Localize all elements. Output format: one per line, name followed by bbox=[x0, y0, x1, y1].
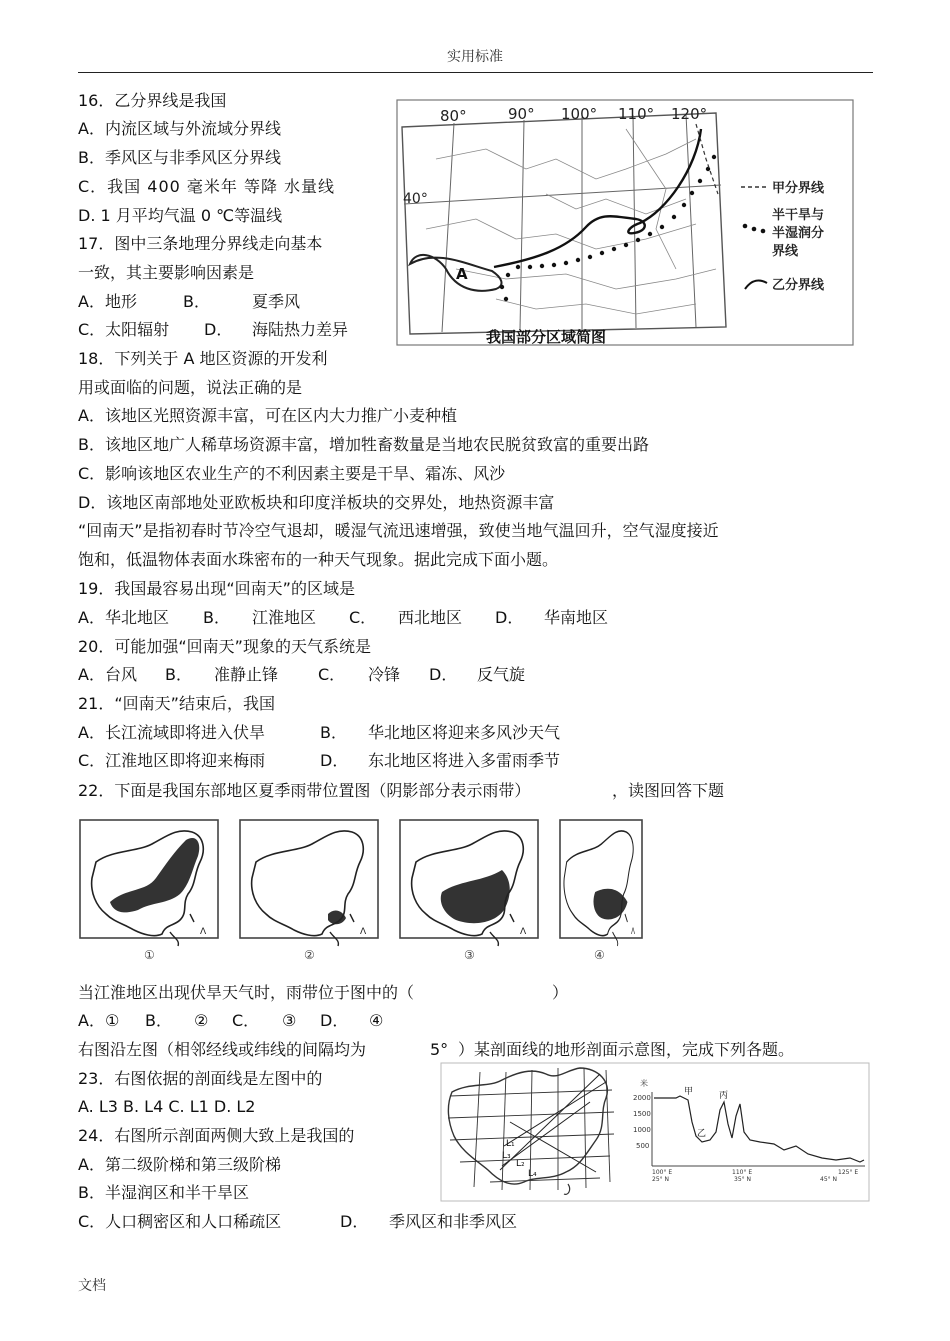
y-tick-1000: 1000 bbox=[633, 1126, 651, 1134]
q22-option-d: ④ bbox=[369, 1011, 384, 1030]
q23-options: A. L3 B. L4 C. L1 D. L2 bbox=[78, 1097, 256, 1116]
q19-option-a: A．华北地区 bbox=[78, 608, 169, 627]
passage-line-2: 饱和，低温物体表面水珠密布的一种天气现象。据此完成下面小题。 bbox=[78, 550, 559, 569]
lon-label-90: 90° bbox=[508, 105, 535, 123]
q22-option-c-letter: C． bbox=[232, 1011, 260, 1030]
q20-option-d-letter: D． bbox=[429, 665, 458, 684]
q17-option-b-letter: B． bbox=[183, 292, 210, 311]
q22-stem-tail: ，读图回答下题 bbox=[612, 781, 725, 800]
q22-question: 当江淮地区出现伏旱天气时，雨带位于图中的（ bbox=[78, 983, 415, 1002]
lon-label-100: 100° bbox=[561, 105, 598, 123]
q16-option-d: D. 1 月平均气温 0 ℃等温线 bbox=[78, 206, 283, 225]
q22-option-b-letter: B． bbox=[145, 1011, 172, 1030]
q24-option-a: A．第二级阶梯和第三级阶梯 bbox=[78, 1155, 281, 1174]
q22-option-b: ② bbox=[194, 1011, 209, 1030]
rain-map-4-frame bbox=[560, 820, 642, 938]
q21-option-d-letter: D． bbox=[320, 751, 349, 770]
rain-map-3-label: ③ bbox=[464, 948, 475, 962]
q18-option-a: A．该地区光照资源丰富，可在区内大力推广小麦种植 bbox=[78, 406, 457, 425]
x-tick-110e: 110° E bbox=[732, 1169, 753, 1176]
q16-stem: 16．乙分界线是我国 bbox=[78, 91, 227, 110]
q20-stem: 20．可能加强“回南天”现象的天气系统是 bbox=[78, 637, 371, 656]
region-division-map bbox=[396, 99, 854, 346]
peak-label-jia: 甲 bbox=[684, 1087, 694, 1097]
q18-option-d: D．该地区南部地处亚欧板块和印度洋板块的交界处，地热资源丰富 bbox=[78, 493, 555, 512]
legend-yi: 乙分界线 bbox=[772, 278, 825, 293]
q21-option-b-letter: B． bbox=[320, 723, 347, 742]
q19-option-c: 西北地区 bbox=[398, 608, 463, 627]
q21-option-c: C．江淮地区即将迎来梅雨 bbox=[78, 751, 266, 770]
x-tick-45n: 45° N bbox=[820, 1176, 838, 1183]
line-label-l4: L₄ bbox=[528, 1169, 537, 1179]
q22-option-d-letter: D． bbox=[320, 1011, 349, 1030]
q20-option-c: 冷锋 bbox=[368, 665, 401, 684]
q19-option-c-letter: C． bbox=[349, 608, 377, 627]
x-tick-25n: 25° N bbox=[652, 1176, 670, 1183]
q21-option-b: 华北地区将迎来多风沙天气 bbox=[368, 723, 561, 742]
y-tick-500: 500 bbox=[636, 1142, 650, 1150]
q24-stem: 24．右图所示剖面两侧大致上是我国的 bbox=[78, 1126, 355, 1145]
q19-stem: 19．我国最容易出现“回南天”的区域是 bbox=[78, 579, 355, 598]
q19-option-d: 华南地区 bbox=[544, 608, 609, 627]
legend-semiarid-2: 半湿润分 bbox=[772, 226, 825, 241]
q18-stem-2: 用或面临的问题，说法正确的是 bbox=[78, 378, 303, 397]
q17-stem-2: 一致，其主要影响因素是 bbox=[78, 263, 255, 282]
q16-option-c: C．我国 400 毫米年 等降 水量线 bbox=[78, 177, 336, 196]
q20-option-c-letter: C． bbox=[318, 665, 346, 684]
profile-intro-a: 右图沿左图（相邻经线或纬线的间隔均为 bbox=[78, 1040, 367, 1059]
y-tick-2000: 2000 bbox=[633, 1094, 651, 1102]
q17-option-d-letter: D． bbox=[204, 320, 233, 339]
profile-y-unit: 米 bbox=[640, 1079, 648, 1088]
q24-option-d: 季风区和非季风区 bbox=[389, 1212, 518, 1231]
q17-option-b: 夏季风 bbox=[252, 292, 301, 311]
q22-option-a: A．① bbox=[78, 1011, 120, 1030]
header-rule bbox=[78, 72, 873, 73]
profile-intro-c: ）某剖面线的地形剖面示意图，完成下列各题。 bbox=[458, 1040, 795, 1059]
q18-stem: 18．下列关于 A 地区资源的开发利 bbox=[78, 349, 328, 368]
rain-map-1-label: ① bbox=[144, 948, 155, 962]
rain-map-2-label: ② bbox=[304, 948, 315, 962]
q19-option-d-letter: D． bbox=[495, 608, 524, 627]
q16-option-b: B．季风区与非季风区分界线 bbox=[78, 148, 281, 167]
legend-semiarid-1: 半干旱与 bbox=[772, 208, 825, 223]
rain-belt-maps bbox=[78, 818, 644, 966]
y-tick-1500: 1500 bbox=[633, 1110, 651, 1118]
q18-option-c: C．影响该地区农业生产的不利因素主要是干旱、霜冻、风沙 bbox=[78, 464, 506, 483]
x-tick-125e: 125° E bbox=[838, 1169, 859, 1176]
q22-option-c: ③ bbox=[282, 1011, 297, 1030]
rain-map-1-frame bbox=[80, 820, 218, 938]
legend-semiarid-3: 界线 bbox=[772, 244, 799, 259]
passage-line-1: “回南天”是指初春时节冷空气退却，暖湿气流迅速增强，致使当地气温回升，空气湿度接近 bbox=[78, 521, 719, 540]
q21-option-d: 东北地区将进入多雷雨季节 bbox=[368, 751, 561, 770]
q17-stem: 17．图中三条地理分界线走向基本 bbox=[78, 234, 323, 253]
q21-option-a: A．长江流域即将进入伏旱 bbox=[78, 723, 265, 742]
profile-intro-b: 5° bbox=[430, 1040, 449, 1059]
rain-map-2-frame bbox=[240, 820, 378, 938]
lon-label-110: 110° bbox=[618, 105, 655, 123]
q18-option-b: B．该地区地广人稀草场资源丰富，增加牲畜数量是当地农民脱贫致富的重要出路 bbox=[78, 435, 649, 454]
rain-map-4-label: ④ bbox=[594, 948, 605, 962]
q17-option-c: C．太阳辐射 bbox=[78, 320, 170, 339]
q22-question-close: ） bbox=[552, 983, 569, 1002]
q24-option-b: B．半湿润区和半干旱区 bbox=[78, 1183, 249, 1202]
q22-stem: 22．下面是我国东部地区夏季雨带位置图（阴影部分表示雨带） bbox=[78, 781, 531, 800]
region-a-label: A bbox=[456, 265, 468, 283]
lon-label-120: 120° bbox=[671, 105, 708, 123]
q20-option-b: 准静止锋 bbox=[214, 665, 279, 684]
q23-stem: 23．右图依据的剖面线是左图中的 bbox=[78, 1069, 323, 1088]
q20-option-b-letter: B． bbox=[165, 665, 192, 684]
q19-option-b-letter: B． bbox=[203, 608, 230, 627]
peak-label-bing: 丙 bbox=[719, 1091, 729, 1101]
peak-label-yi: 乙 bbox=[697, 1129, 707, 1139]
line-label-l3: L₃ bbox=[502, 1151, 511, 1161]
q20-option-a: A．台风 bbox=[78, 665, 137, 684]
lat-label-40: 40° bbox=[403, 191, 428, 207]
x-tick-35n: 35° N bbox=[734, 1176, 752, 1183]
q24-option-c: C．人口稠密区和人口稀疏区 bbox=[78, 1212, 282, 1231]
map1-title: 我国部分区域简图 bbox=[486, 328, 607, 346]
legend-jia: 甲分界线 bbox=[772, 181, 825, 196]
q16-option-a: A．内流区域与外流域分界线 bbox=[78, 119, 281, 138]
page-footer: 文档 bbox=[78, 1278, 106, 1294]
q19-option-b: 江淮地区 bbox=[252, 608, 317, 627]
line-label-l1: L₁ bbox=[506, 1139, 515, 1149]
grid-map-and-profile bbox=[440, 1062, 870, 1202]
page-header: 实用标准 bbox=[447, 49, 503, 65]
q17-option-a: A．地形 bbox=[78, 292, 137, 311]
x-tick-100e: 100° E bbox=[652, 1169, 673, 1176]
q21-stem: 21．“回南天”结束后，我国 bbox=[78, 694, 275, 713]
line-label-l2: L₂ bbox=[516, 1159, 525, 1169]
lon-label-80: 80° bbox=[440, 107, 467, 125]
q20-option-d: 反气旋 bbox=[477, 665, 526, 684]
q17-option-d: 海陆热力差异 bbox=[252, 320, 349, 339]
q24-option-d-letter: D． bbox=[340, 1212, 369, 1231]
